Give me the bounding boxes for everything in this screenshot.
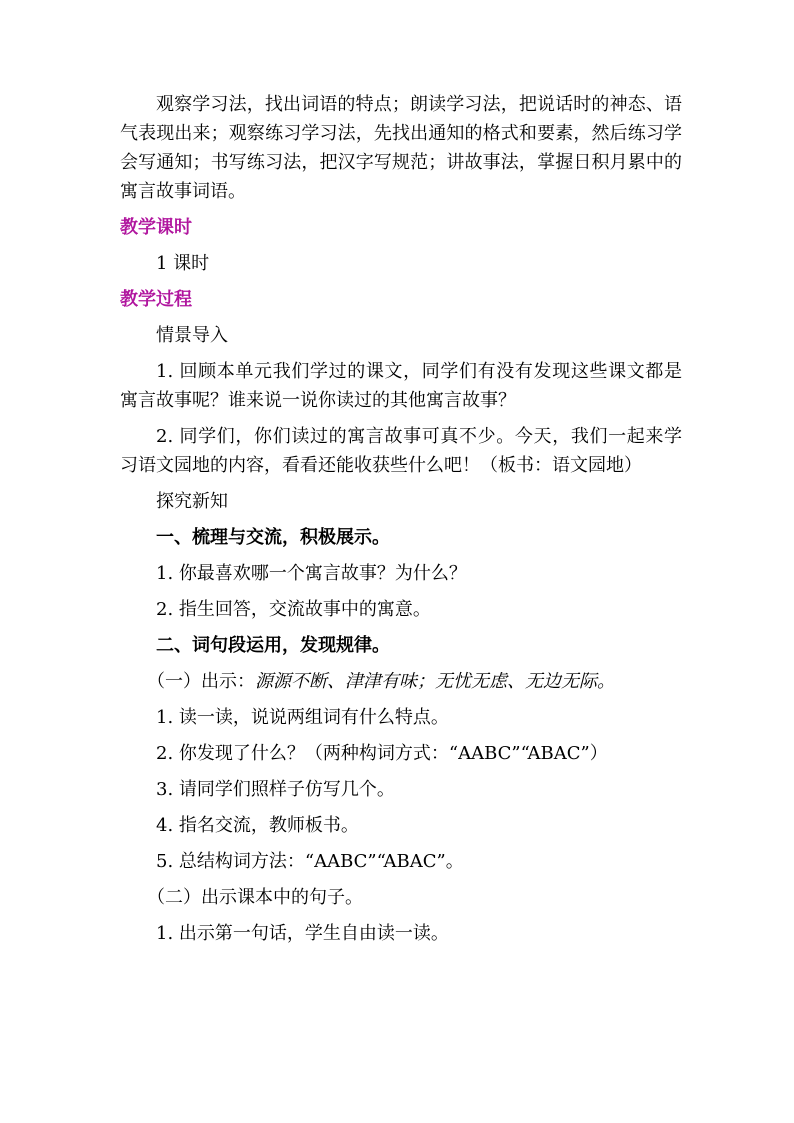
section-intro: 情景导入 bbox=[156, 325, 228, 346]
heading-class-hours: 教学课时 bbox=[120, 217, 192, 238]
document-page bbox=[120, 90, 682, 955]
part2-item-4: 4. 指名交流，教师板书。 bbox=[156, 815, 359, 836]
intro-paragraph: 观察学习法，找出词语的特点；朗读学习法，把说话时的神态、语气表现出来；观察练习学习法，先找出通知的格式和要素，然后练习学会写通知；书写练习法，把汉字写规范；讲故事法，掌握日积月累中的寓言故事词语。 bbox=[120, 94, 682, 202]
part1-item-1: 1. 你最喜欢哪一个寓言故事？为什么？ bbox=[156, 563, 467, 584]
part1-title: 一、梳理与交流，积极展示。 bbox=[156, 527, 390, 548]
intro-step-2: 2. 同学们，你们读过的寓言故事可真不少。今天，我们一起来学习语文园地的内容，看看还能收获些什么吧！（板书：语文园地） bbox=[120, 426, 682, 476]
part2-title: 二、词句段运用，发现规律。 bbox=[156, 635, 390, 656]
section-explore: 探究新知 bbox=[156, 491, 228, 512]
part2-item-1: 1. 读一读，说说两组词有什么特点。 bbox=[156, 707, 449, 728]
part2-item-3: 3. 请同学们照样子仿写几个。 bbox=[156, 779, 395, 800]
part2-sub2-item-1: 1. 出示第一句话，学生自由读一读。 bbox=[156, 923, 449, 944]
part2-sub2: （二）出示课本中的句子。 bbox=[147, 887, 363, 908]
part2-sub1 bbox=[120, 667, 682, 696]
part2-sub1-words: 源源不断、津津有味；无忧无虑、无边无际。 bbox=[255, 671, 615, 692]
heading-teaching-process: 教学过程 bbox=[120, 289, 192, 310]
part1-item-2: 2. 指生回答，交流故事中的寓意。 bbox=[156, 599, 431, 620]
part2-item-5: 5. 总结构词方法：“AABC”“ABAC”。 bbox=[156, 851, 464, 872]
part2-item-2: 2. 你发现了什么？（两种构词方式：“AABC”“ABAC”） bbox=[156, 743, 608, 764]
class-hours-value: 1 课时 bbox=[156, 253, 210, 274]
part2-sub1-prefix: （一）出示： bbox=[147, 671, 255, 692]
intro-step-1: 1. 回顾本单元我们学过的课文，同学们有没有发现这些课文都是寓言故事呢？谁来说一说你读过的其他寓言故事？ bbox=[120, 361, 682, 411]
